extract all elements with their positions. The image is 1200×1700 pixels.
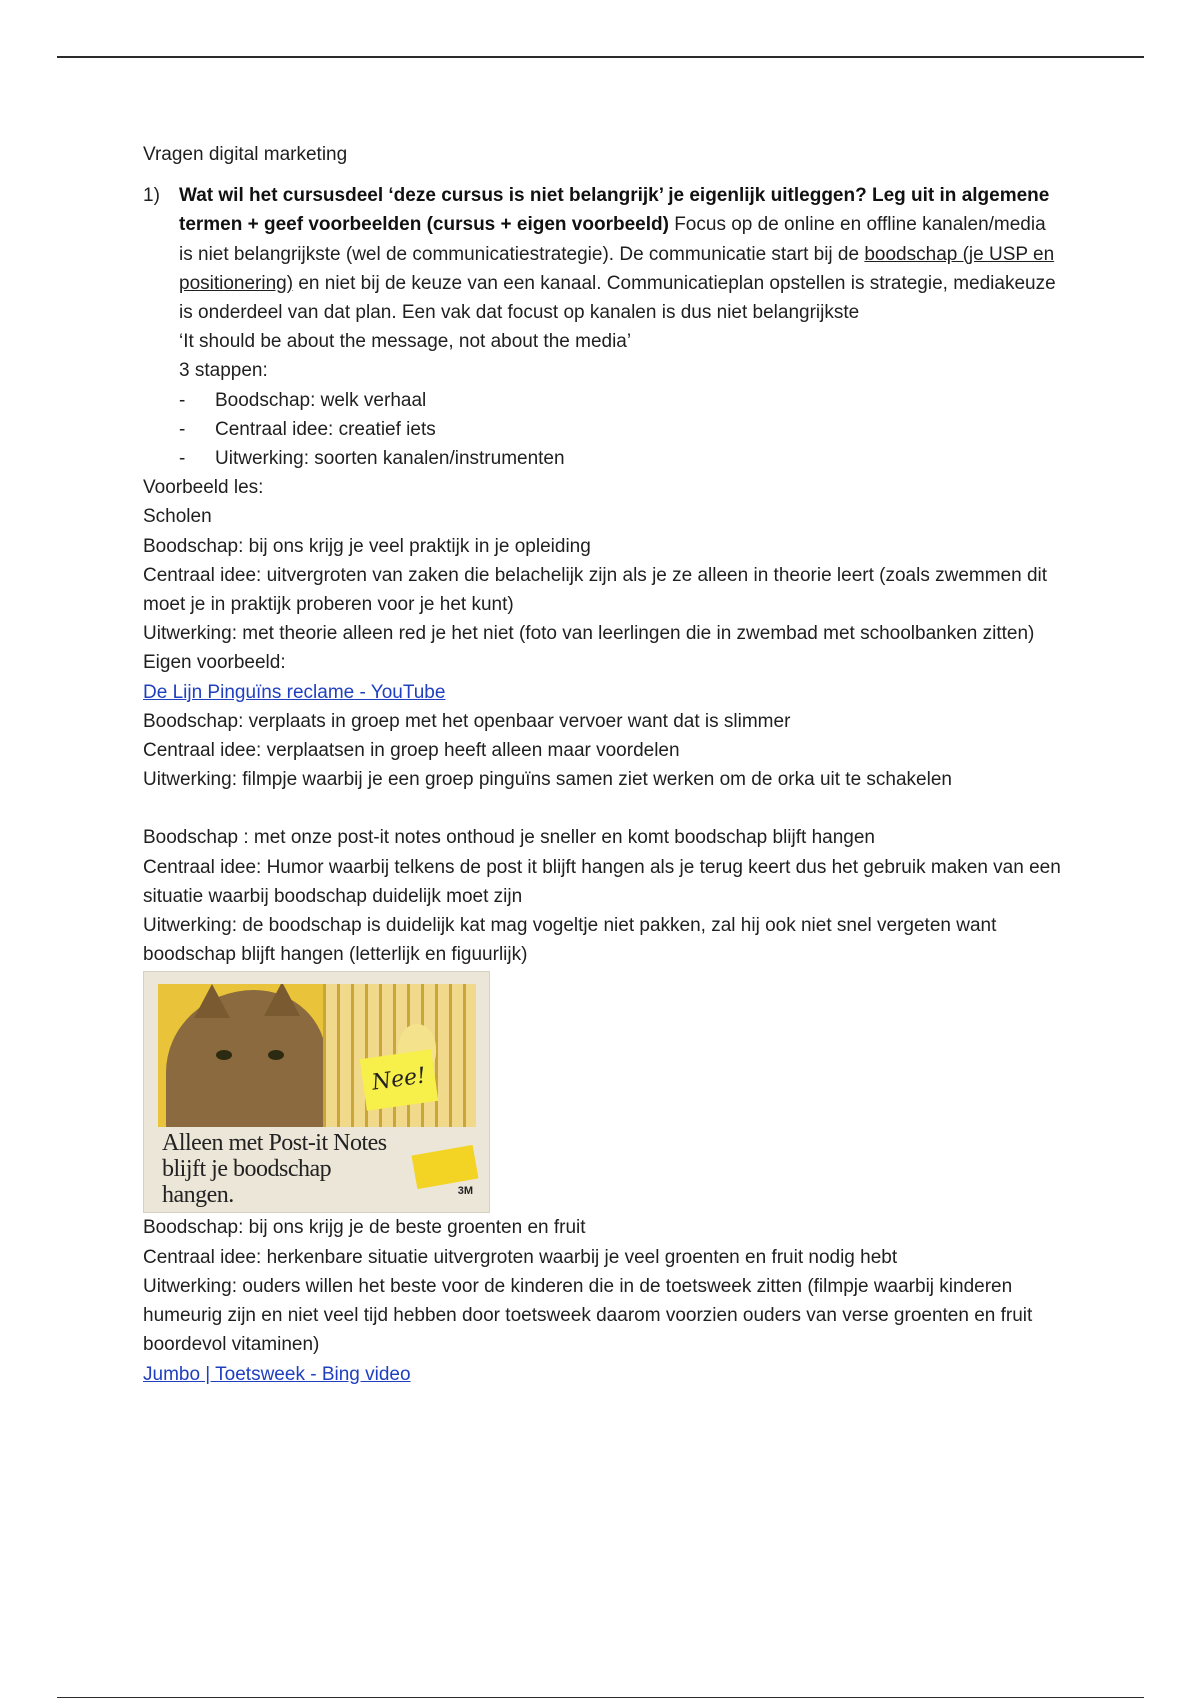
step-item: - Uitwerking: soorten kanalen/instrumenten	[179, 448, 565, 470]
question-bold-text: Wat wil het cursusdeel ‘deze cursus is niet belangrijk’ je eigenlijk uitleggen? Leg uit in algemene termen + geef voorbeelden (cursus + eigen voorbeeld)	[179, 185, 1050, 236]
answer-text-part2: en niet bij de keuze van een kanaal. Communicatieplan opstellen is strategie, mediakeuze is onderdeel van dat plan. Een vak dat focust op kanalen is dus niet belangrijkste	[179, 272, 1056, 324]
postit-ad-image	[143, 971, 490, 1213]
lesson-example-subject: Scholen	[143, 506, 212, 528]
blank-line	[143, 794, 1063, 823]
footer-rule	[57, 1697, 1144, 1698]
own-boodschap: Boodschap: verplaats in groep met het openbaar vervoer want dat is slimmer	[143, 710, 791, 732]
ad-caption: Alleen met Post-it Notes blijft je boodschap hangen.	[162, 1130, 387, 1209]
question-paragraph	[179, 181, 1063, 327]
lesson-centraal-idee: Centraal idee: uitvergroten van zaken die belachelijk zijn als je ze alleen in theorie leert (zoals zwemmen dit moet je in praktijk proberen voor je het kunt)	[143, 564, 1048, 616]
own-uitwerking: Uitwerking: filmpje waarbij je een groep pinguïns samen ziet werken om de orka uit te schakelen	[143, 769, 952, 791]
lesson-uitwerking: Uitwerking: met theorie alleen red je het niet (foto van leerlingen die in zwembad met schoolbanken zitten)	[143, 623, 1035, 645]
ad-brand-logo: 3M	[457, 1185, 473, 1198]
step-item: - Boodschap: welk verhaal	[179, 389, 427, 411]
jumbo-video-link[interactable]: Jumbo | Toetsweek - Bing video	[143, 1363, 411, 1385]
lesson-boodschap: Boodschap: bij ons krijg je veel praktijk in je opleiding	[143, 535, 591, 557]
postit-centraal-idee: Centraal idee: Humor waarbij telkens de post it blijft hangen als je terug keert dus het gebruik maken van een situatie waarbij boodschap duidelijk moet zijn	[143, 856, 1061, 907]
steps-list	[179, 386, 1063, 474]
document-body	[143, 140, 1063, 1389]
answer-underlined-text: boodschap (je USP en positionering)	[179, 243, 1055, 294]
document-title: Vragen digital marketing	[143, 144, 348, 165]
jumbo-boodschap: Boodschap: bij ons krijg je de beste groenten en fruit	[143, 1217, 586, 1239]
steps-label: 3 stappen:	[179, 360, 268, 382]
question-body	[179, 181, 1063, 473]
step-item: - Centraal idee: creatief iets	[179, 418, 436, 440]
question-number: 1)	[143, 185, 160, 207]
de-lijn-video-link[interactable]: De Lijn Pinguïns reclame - YouTube	[143, 681, 446, 703]
own-centraal-idee: Centraal idee: verplaatsen in groep heeft alleen maar voordelen	[143, 740, 680, 762]
jumbo-centraal-idee: Centraal idee: herkenbare situatie uitvergroten waarbij je veel groenten en fruit nodig hebt	[143, 1246, 898, 1268]
postit-uitwerking: Uitwerking: de boodschap is duidelijk kat mag vogeltje niet pakken, zal hij ook niet snel vergeten want boodschap blijft hangen (letterlijk en figuurlijk)	[143, 915, 997, 966]
question-1	[143, 181, 1063, 473]
postit-boodschap: Boodschap : met onze post-it notes onthoud je sneller en komt boodschap blijft hangen	[143, 827, 875, 849]
jumbo-uitwerking: Uitwerking: ouders willen het beste voor de kinderen die in de toetsweek zitten (filmpje waarbij kinderen humeurig zijn en niet veel tijd hebben door toetsweek daarom voorzien ouders van verse groenten en fruit boordevol vitaminen)	[143, 1275, 1033, 1356]
header-rule	[57, 56, 1144, 58]
own-example-heading: Eigen voorbeeld:	[143, 652, 286, 674]
cat-illustration	[166, 990, 326, 1127]
answer-text-part1: Focus op de online en offline kanalen/media is niet belangrijkste (wel de communicatiestrategie). De communicatie start bij de	[179, 214, 1046, 265]
lesson-example-heading: Voorbeeld les:	[143, 477, 264, 499]
ad-photo	[158, 984, 476, 1127]
postit-note: Nee!	[360, 1050, 439, 1112]
quote-line: ‘It should be about the message, not about the media’	[179, 331, 632, 353]
